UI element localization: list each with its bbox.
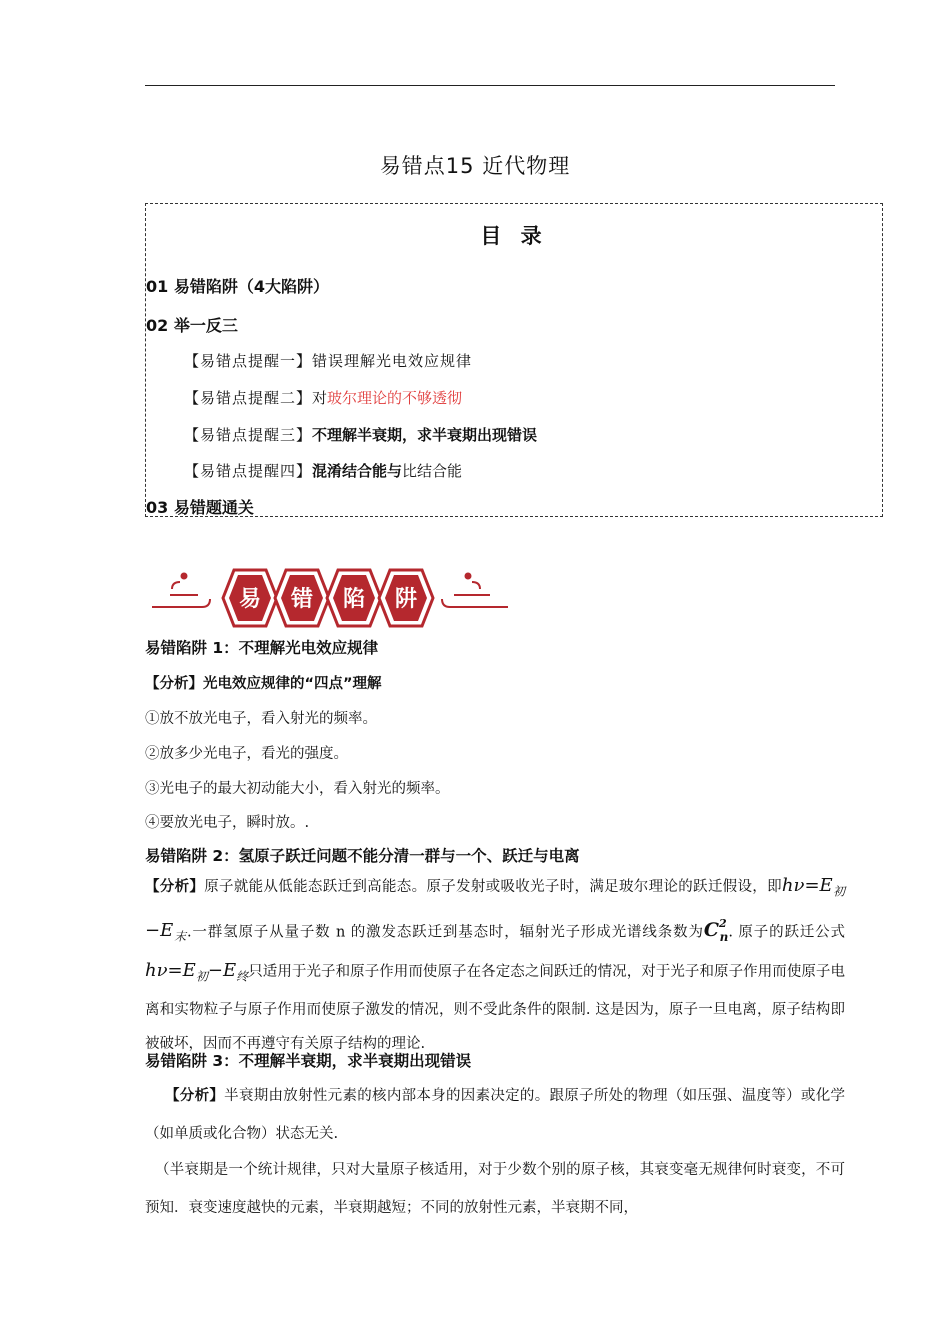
combination-sub: n [719, 929, 729, 944]
trap-2-text-3: . 原子的跃迁公式 [728, 923, 845, 940]
toc-item-1[interactable] [184, 350, 472, 371]
toc-item-3-tag: 【易错点提醒三】 [184, 426, 313, 444]
section-banner [150, 562, 510, 634]
combination-symbol [703, 916, 729, 944]
banner-hexagon-2 [275, 570, 329, 626]
banner-left-ornament [152, 574, 210, 608]
formula-sub-initial: 初 [832, 884, 845, 899]
trap-3-text-1: 半衰期由放射性元素的核内部本身的因素决定的。跟原子所处的物理（如压强、温度等）或化学（如单质或化合物）状态无关. [145, 1088, 845, 1142]
toc-item-3[interactable] [184, 424, 537, 445]
banner-char-1: 易 [238, 587, 262, 612]
trap-1-heading: 易错陷阱 1：不理解光电效应规律 [145, 639, 379, 657]
formula-transition-lhs: hν=E [145, 959, 196, 981]
trap-2-text-4: 只适用于光子和原子作用而使原子在各定态之间跃迁的情况，对于光子和原子作用而使原子电离和实物粒子与原子作用而使原子激发的情况，则不受此条件的限制. 这是因为，原子一旦电离，原子结构即被破坏，因而不再遵守有关原子结构的理论. [145, 963, 845, 1053]
trap-3-analysis-tag: 【分析】 [165, 1088, 225, 1104]
trap-1-analysis-text: 【分析】光电效应规律的“四点”理解 [145, 676, 382, 692]
table-of-contents [145, 203, 883, 517]
combination-sup: 2 [718, 916, 727, 930]
formula-lhs: hν=E [781, 875, 833, 896]
page-title: 易错点15 近代物理 [379, 154, 571, 178]
formula-transition-sub-end: 终 [236, 969, 249, 984]
trap-2-text-1: 原子就能从低能态跃迁到高能态。原子发射或吸收光子时，满足玻尔理论的跃迁假设，即 [204, 879, 782, 895]
trap-2-analysis-paragraph [145, 869, 845, 1061]
header-rule [145, 85, 835, 86]
toc-section-1[interactable]: 01 易错陷阱（4大陷阱） [146, 277, 329, 296]
formula-minus-e: −E [145, 919, 174, 941]
toc-section-3[interactable]: 03 易错题通关 [146, 498, 254, 517]
formula-sub-final: 末 [173, 929, 187, 944]
toc-item-4-plain: 比结合能 [402, 462, 463, 480]
trap-3-analysis-paragraph [145, 1077, 845, 1153]
formula-transition [145, 959, 249, 984]
trap-2-analysis-tag: 【分析】 [145, 879, 205, 895]
trap-1-point-2: ②放多少光电子，看光的强度。 [145, 746, 348, 762]
trap-2-text-2: .一群氢原子从量子数 n 的激发态跃迁到基态时，辐射光子形成光谱线条数为 [186, 923, 704, 940]
trap-3-heading: 易错陷阱 3：不理解半衰期，求半衰期出现错误 [145, 1052, 472, 1070]
toc-item-2-pre: 对 [312, 389, 328, 407]
toc-item-3-text: 不理解半衰期，求半衰期出现错误 [312, 426, 538, 444]
toc-item-4[interactable] [184, 460, 462, 481]
toc-item-1-text: 错误理解光电效应规律 [312, 352, 473, 370]
banner-hexagon-3 [327, 570, 381, 626]
toc-item-2[interactable] [184, 387, 462, 408]
banner-char-2: 错 [290, 587, 314, 612]
trap-1-point-3: ③光电子的最大初动能大小，看入射光的频率。 [145, 781, 450, 797]
toc-section-2[interactable]: 02 举一反三 [146, 316, 238, 335]
toc-item-4-tag: 【易错点提醒四】 [184, 462, 313, 480]
banner-hexagon-4 [379, 570, 433, 626]
trap-1-analysis [145, 672, 382, 693]
banner-char-3: 陷 [342, 587, 366, 612]
formula-transition-minus-e: −E [207, 959, 237, 981]
toc-item-2-tag: 【易错点提醒二】 [184, 389, 313, 407]
trap-1-point-4: ④要放光电子，瞬时放。. [145, 815, 310, 831]
toc-item-2-red-text: 玻尔理论的不够透彻 [327, 389, 463, 407]
trap-2-heading: 易错陷阱 2：氢原子跃迁问题不能分清一群与一个、跃迁与电离 [145, 847, 580, 865]
combination-c: C [703, 918, 719, 941]
toc-item-1-tag: 【易错点提醒一】 [184, 352, 313, 370]
toc-heading: 目 录 [480, 224, 548, 248]
banner-hexagon-1 [223, 570, 277, 626]
banner-char-4: 阱 [394, 587, 418, 612]
toc-item-4-bold: 混淆结合能与 [312, 462, 403, 480]
formula-transition-sub-initial: 初 [195, 969, 208, 984]
banner-right-ornament [442, 574, 508, 608]
trap-1-point-1: ①放不放光电子，看入射光的频率。 [145, 711, 377, 727]
trap-3-paragraph-2: （半衰期是一个统计规律，只对大量原子核适用，对于少数个别的原子核，其衰变毫无规律何时衰变，不可预知．衰变速度越快的元素，半衰期越短；不同的放射性元素，半衰期不同， [145, 1162, 845, 1216]
